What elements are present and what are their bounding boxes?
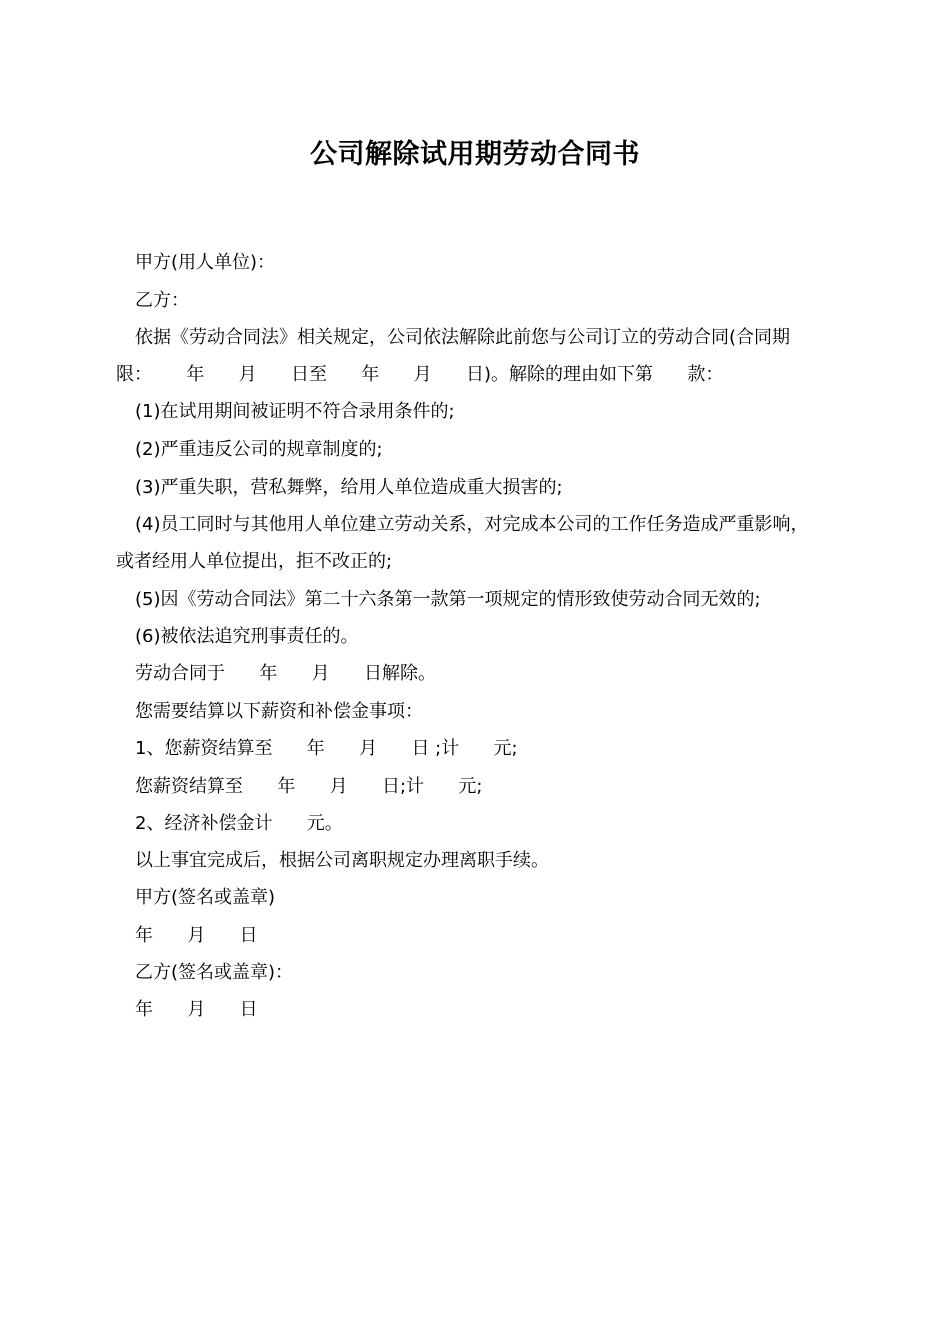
party-a-signature: 甲方(签名或盖章) <box>135 887 276 908</box>
party-a-date: 年 月 日 <box>135 925 258 946</box>
reason-4: (4)员工同时与其他用人单位建立劳动关系，对完成本公司的工作任务造成严重影响， <box>135 514 809 535</box>
reason-1: (1)在试用期间被证明不符合录用条件的; <box>135 401 455 422</box>
document-title: 公司解除试用期劳动合同书 <box>310 139 640 170</box>
salary-line-1: 1、您薪资结算至 年 月 日 ;计 元; <box>135 738 518 759</box>
procedure-line: 以上事宜完成后，根据公司离职规定办理离职手续。 <box>135 850 549 871</box>
salary-line-2: 您薪资结算至 年 月 日;计 元; <box>135 776 483 797</box>
reason-2: (2)严重违反公司的规章制度的; <box>135 439 383 460</box>
reason-5: (5)因《劳动合同法》第二十六条第一款第一项规定的情形致使劳动合同无效的; <box>135 589 761 610</box>
reason-4-cont: 或者经用人单位提出，拒不改正的; <box>116 551 393 572</box>
party-b-signature: 乙方(签名或盖章)： <box>135 962 294 983</box>
party-b-line: 乙方： <box>135 290 189 311</box>
term-line: 限： 年 月 日至 年 月 日)。解除的理由如下第 款： <box>116 364 724 385</box>
termination-date: 劳动合同于 年 月 日解除。 <box>135 663 436 684</box>
party-a-line: 甲方(用人单位)： <box>135 252 276 273</box>
basis-line: 依据《劳动合同法》相关规定，公司依法解除此前您与公司订立的劳动合同(合同期 <box>135 327 791 348</box>
party-b-date: 年 月 日 <box>135 999 258 1020</box>
settlement-intro: 您需要结算以下薪资和补偿金事项： <box>135 701 423 722</box>
reason-3: (3)严重失职，营私舞弊，给用人单位造成重大损害的; <box>135 477 563 498</box>
reason-6: (6)被依法追究刑事责任的。 <box>135 626 359 647</box>
compensation-line: 2、经济补偿金计 元。 <box>135 813 343 834</box>
